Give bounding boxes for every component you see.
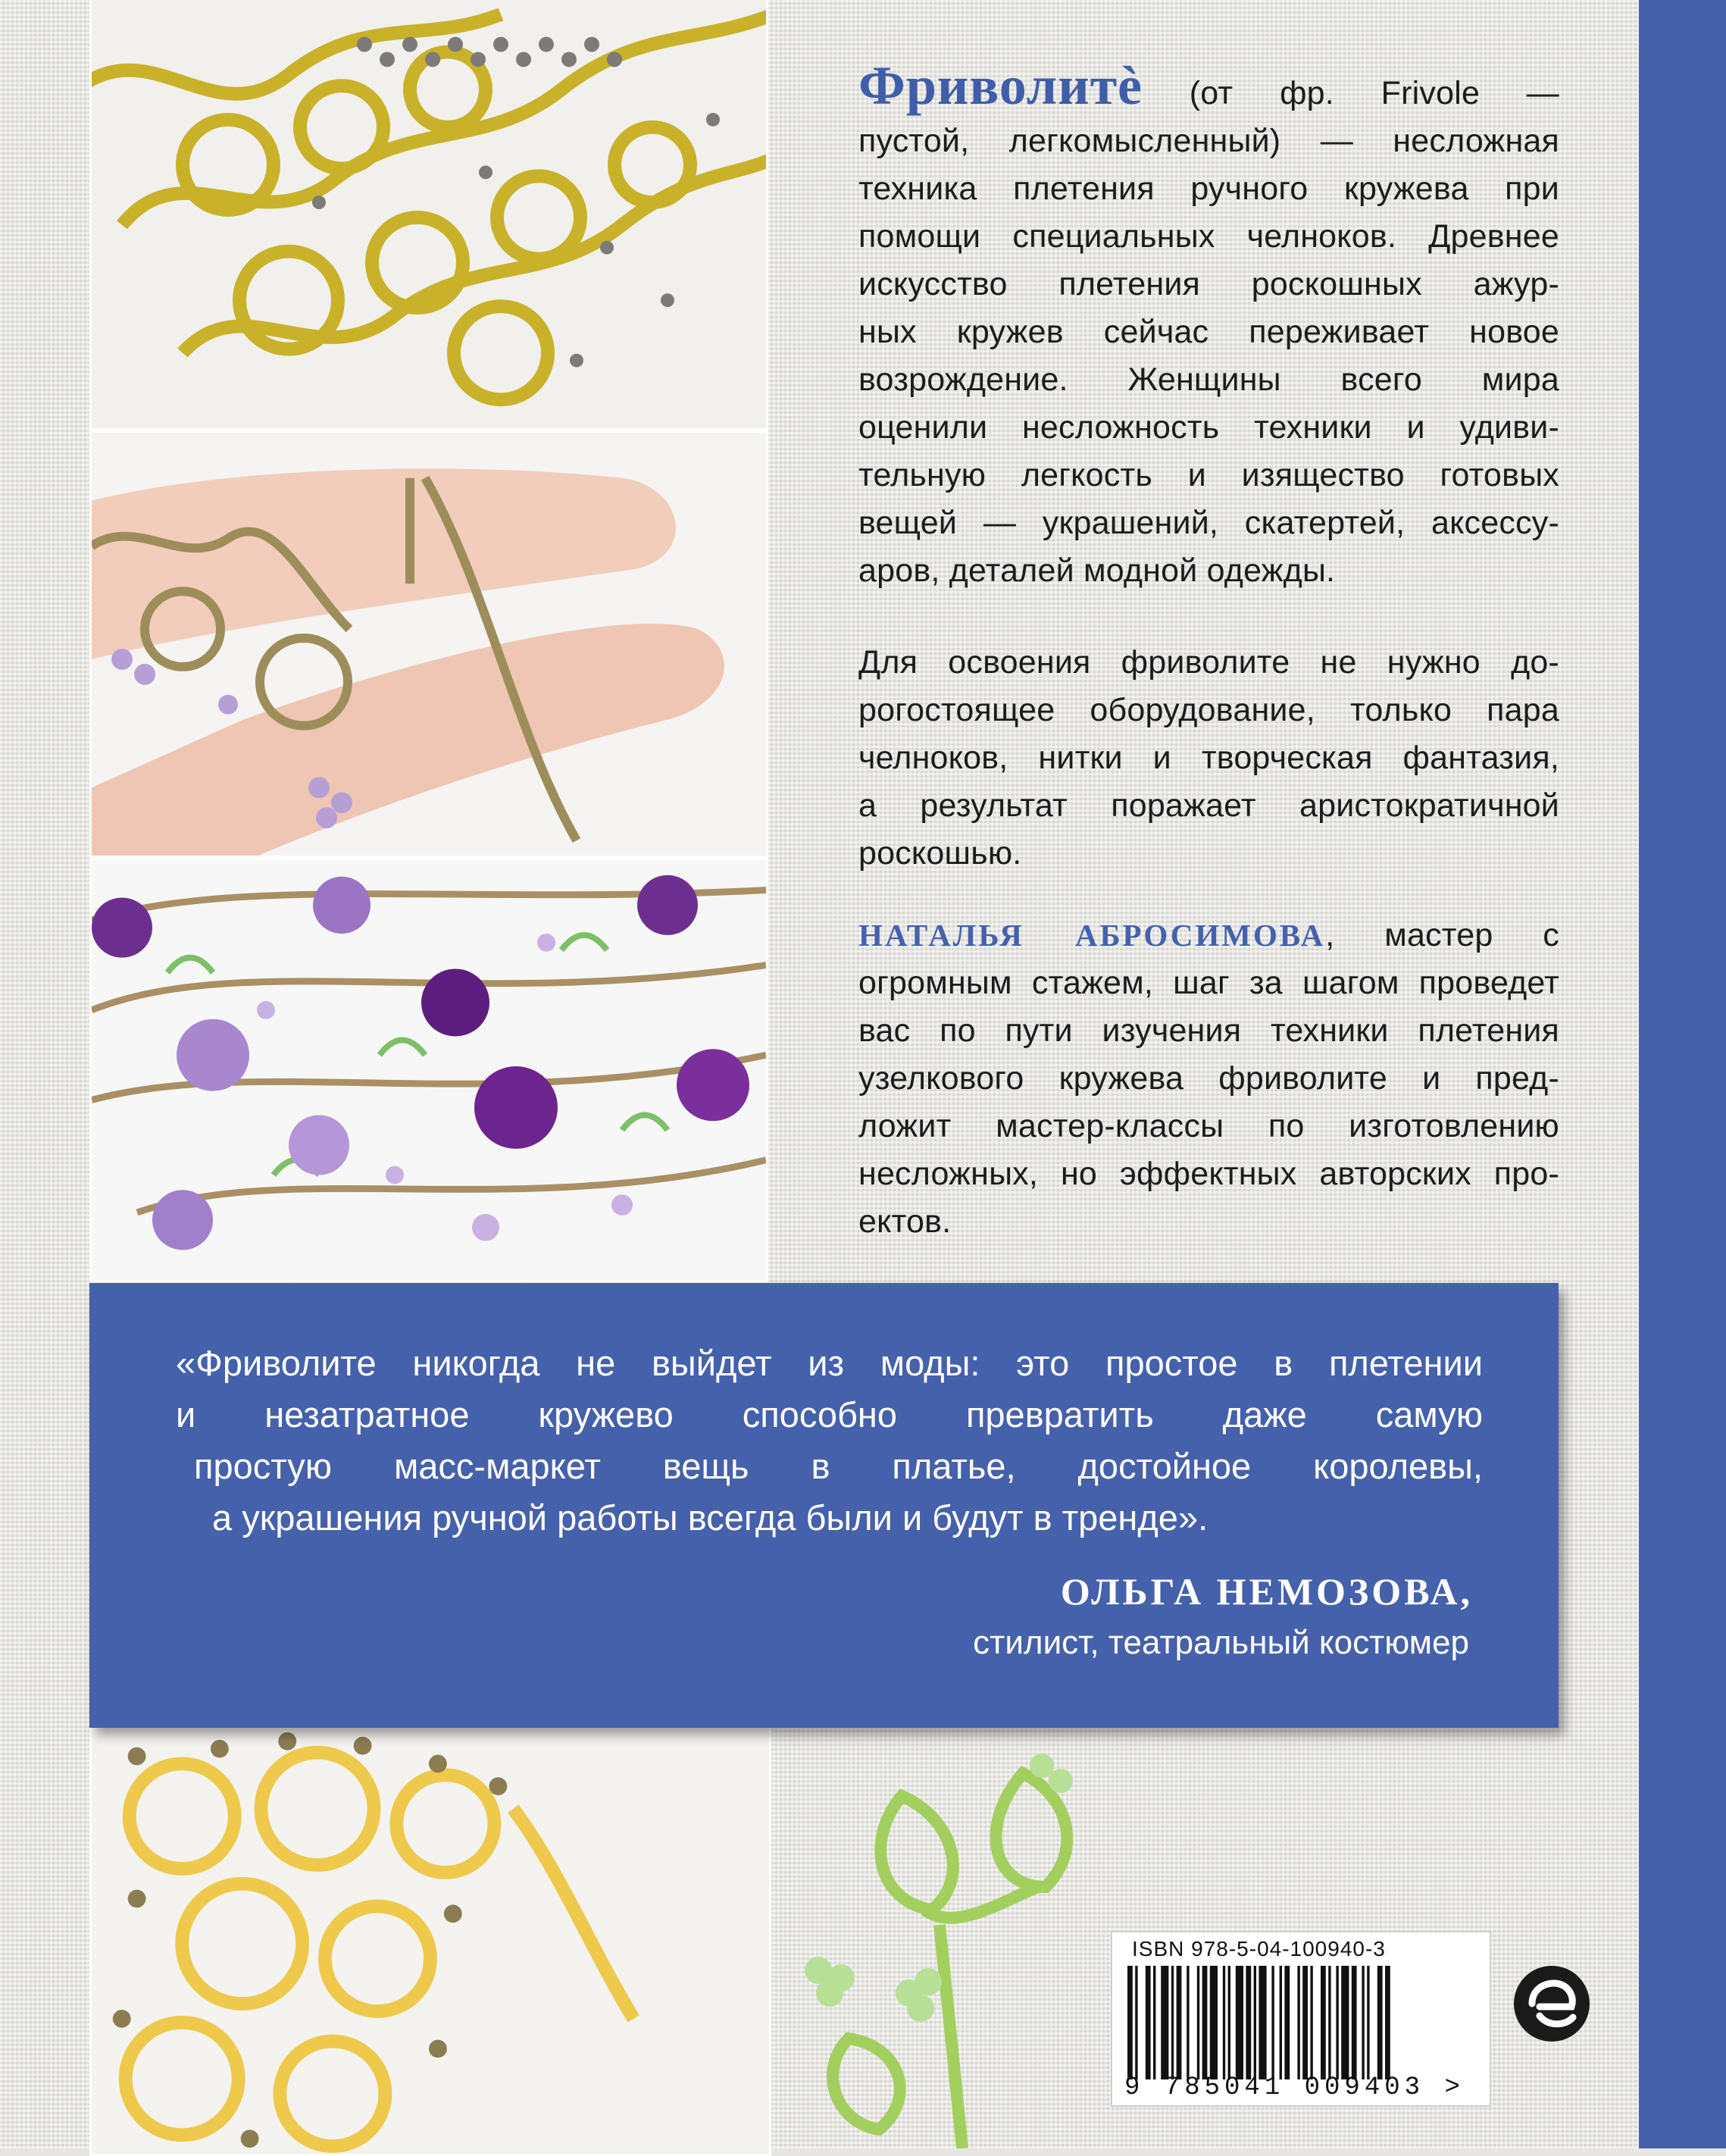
barcode-bar [1302, 1966, 1308, 2079]
barcode-bar [1336, 1966, 1338, 2079]
barcode-bar [1328, 1966, 1330, 2079]
photo-yellow-lace-green-sprig [89, 1716, 771, 2156]
barcode-bar [1171, 1966, 1174, 2079]
barcode-bar [1271, 1966, 1274, 2079]
intro-line: тельную легкость и изящество готовых [858, 457, 1559, 493]
author-name: НАТАЛЬЯ АБРОСИМОВА [858, 918, 1326, 953]
barcode-bar [1297, 1966, 1299, 2079]
barcode-bars [1124, 1966, 1481, 2079]
intro-line: искусство плетения роскошных ажур- [858, 266, 1559, 302]
barcode-bar [1310, 1966, 1312, 2079]
isbn-text: ISBN 978-5-04-100940-3 [1132, 1937, 1386, 1960]
barcode-bar [1341, 1966, 1349, 2079]
barcode-bar [1352, 1966, 1357, 2079]
barcode-bar [1146, 1966, 1151, 2079]
isbn-barcode [1111, 1931, 1491, 2107]
intro-line: оценили несложность техники и удиви- [858, 409, 1559, 446]
equipment-line: Для освоения фриволите не нужно до- [858, 644, 1559, 681]
photo-tatting-on-finger [89, 430, 768, 858]
barcode-bar [1228, 1966, 1230, 2079]
barcode-bar [1377, 1966, 1383, 2079]
barcode-bar [1284, 1966, 1290, 2079]
intro-line-first: Фриволитѐ (от фр. Frivole — [858, 55, 1559, 116]
author-line: ектов. [858, 1203, 952, 1240]
barcode-bar [1236, 1966, 1243, 2079]
photo-green-sprig [773, 1751, 1121, 2148]
barcode-bar [1187, 1966, 1189, 2079]
intro-paragraph [858, 55, 1559, 595]
photo-purple-rose-necklace [89, 858, 768, 1282]
equipment-line: челноков, нитки и творческая фантазия, [858, 740, 1559, 776]
barcode-bar [1280, 1966, 1282, 2079]
barcode-bar [1127, 1966, 1133, 2079]
photo-yellow-lace-beads [89, 0, 768, 430]
barcode-bar [1197, 1966, 1199, 2079]
author-line: ложит мастер-классы по изготовлению [858, 1108, 1559, 1144]
quote-line: простую масс-маркет вещь в платье, достойное королевы, [194, 1446, 1483, 1486]
spine-band [1639, 0, 1726, 2148]
barcode-bar [1202, 1966, 1208, 2079]
barcode-bar [1177, 1966, 1182, 2079]
author-paragraph [858, 912, 1559, 1246]
equipment-paragraph [858, 639, 1559, 878]
quote-line: и незатратное кружево способно превратить даже самую [176, 1394, 1483, 1435]
intro-line: техника плетения ручного кружева при [858, 171, 1559, 207]
equipment-line: а результат поражает аристократичной [858, 787, 1559, 824]
author-line: несложных, но эффектных авторских про- [858, 1156, 1559, 1192]
equipment-line: рогостоящее оборудование, только пара [858, 692, 1559, 728]
quote-line: а украшения ручной работы всегда были и будут в тренде». [212, 1497, 1209, 1538]
testimonial-quote [176, 1338, 1483, 1544]
author-line: узелкового кружева фриволите и пред- [858, 1060, 1559, 1097]
barcode-bar [1161, 1966, 1168, 2079]
equipment-line: роскошью. [858, 835, 1022, 871]
barcode-bar [1223, 1966, 1225, 2079]
barcode-digits: 9 785041 009403 > [1124, 2073, 1465, 2102]
author-line: вас по пути изучения техники плетения [858, 1012, 1559, 1049]
barcode-bar [1246, 1966, 1251, 2079]
barcode-bar [1135, 1966, 1137, 2079]
eksmo-logo-icon [1512, 1964, 1591, 2043]
quote-line: «Фриволите никогда не выйдет из моды: это простое в плетении [176, 1343, 1483, 1383]
barcode-bar [1385, 1966, 1390, 2079]
intro-line: помощи специальных челноков. Древнее [858, 218, 1559, 255]
intro-line: аров, деталей модной одежды. [858, 552, 1336, 589]
intro-line: ных кружев сейчас переживает новое [858, 314, 1559, 350]
testimonial-box [89, 1283, 1559, 1728]
barcode-bar [1321, 1966, 1326, 2079]
barcode-bar [1367, 1966, 1369, 2079]
barcode-bar [1259, 1966, 1266, 2079]
intro-line: пустой, легкомысленный) — несложная [858, 123, 1559, 159]
author-line: огромным стажем, шаг за шагом проведет [858, 965, 1559, 1001]
intro-line: вещей — украшений, скатертей, аксессу- [858, 505, 1559, 541]
testimonial-author: ОЛЬГА НЕМОЗОВА, [1060, 1570, 1473, 1613]
barcode-bar [1362, 1966, 1364, 2079]
intro-line: возрождение. Женщины всего мира [858, 361, 1559, 398]
testimonial-role: стилист, театральный костюмер [973, 1624, 1469, 1661]
barcode-bar [1254, 1966, 1256, 2079]
author-line-first: НАТАЛЬЯ АБРОСИМОВА, мастер с [858, 917, 1559, 953]
intro-title-word: Фриволитѐ [858, 55, 1143, 116]
barcode-bar [1153, 1966, 1155, 2079]
barcode-bar [1210, 1966, 1218, 2079]
